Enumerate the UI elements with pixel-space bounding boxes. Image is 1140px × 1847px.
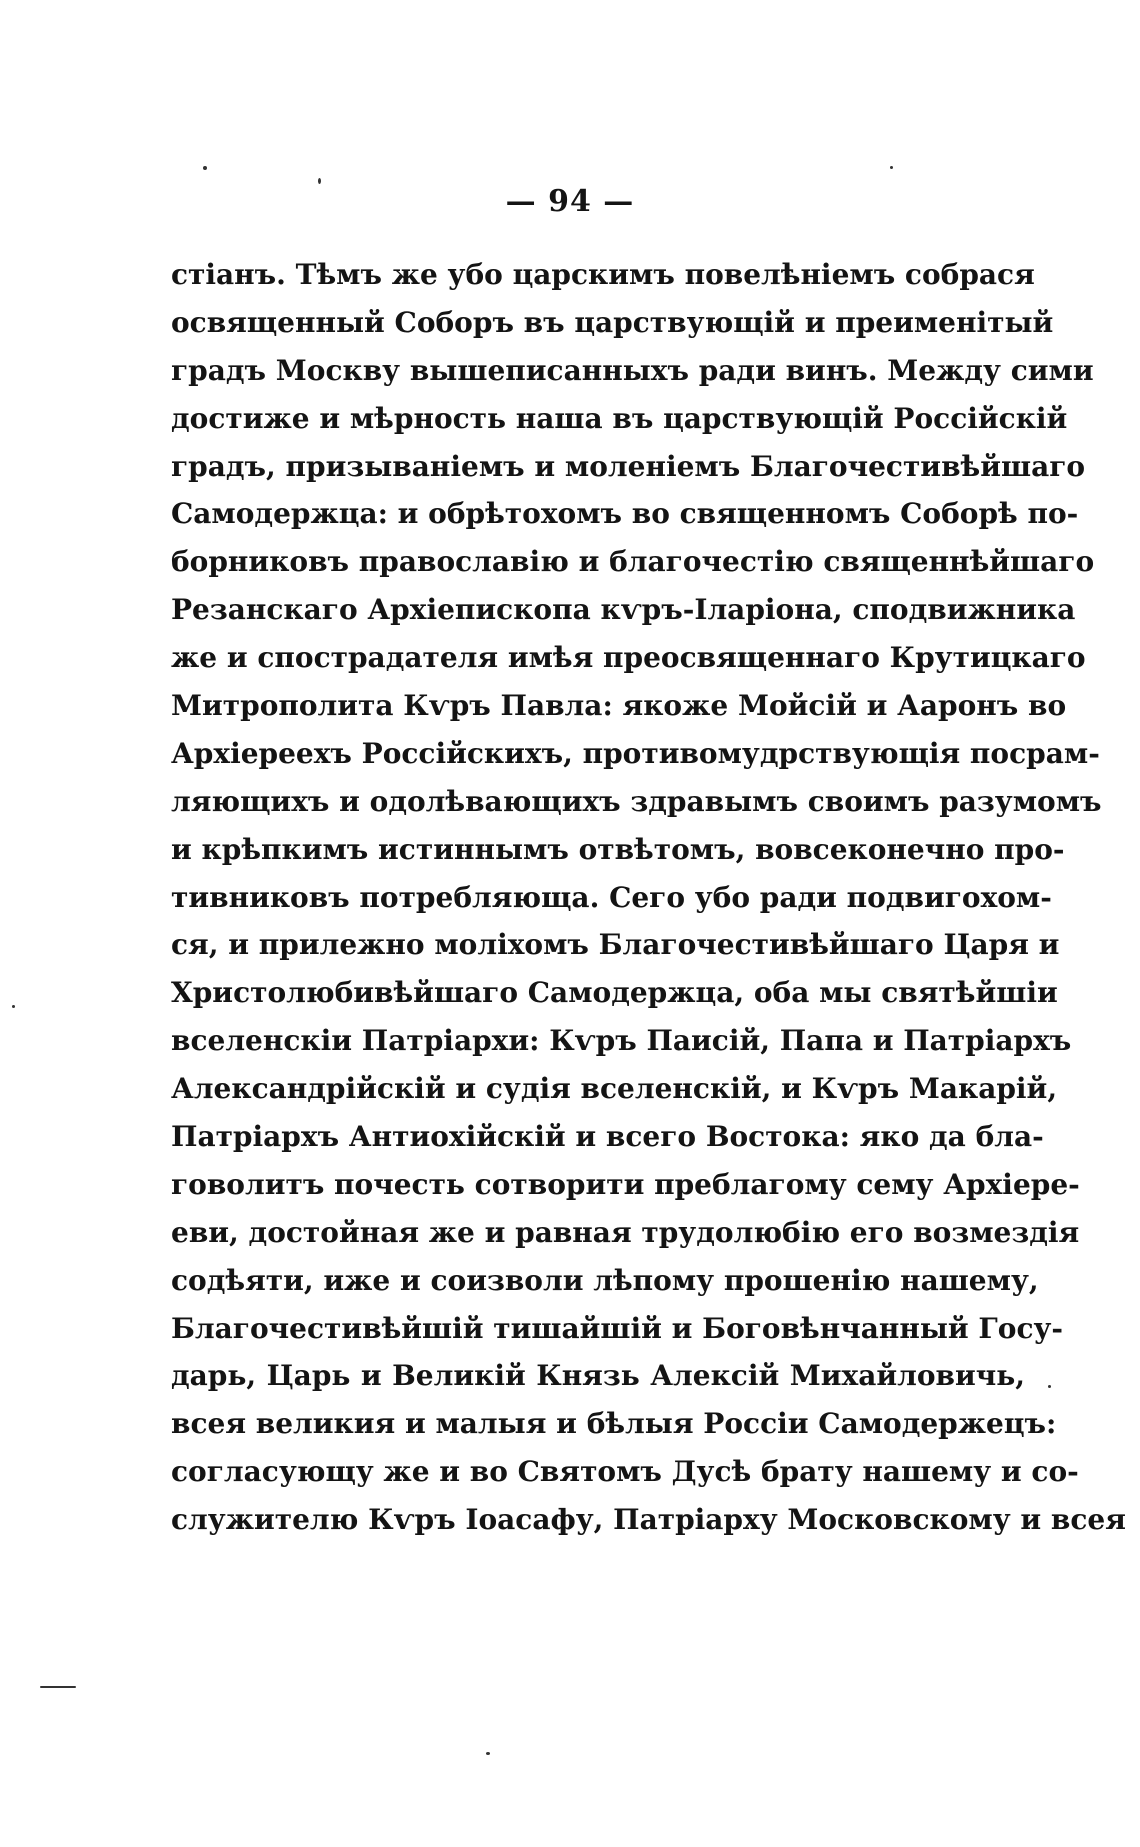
text-line: Благочестивѣйшій тишайшій и Боговѣнчанный Госу- <box>171 1311 1064 1345</box>
text-line: дарь, Царь и Великій Князь Алексій Михайловичь, <box>171 1359 1025 1393</box>
text-line: согласующу же и во Святомъ Дусѣ брату нашему и со- <box>171 1455 1079 1489</box>
text-line: ляющихъ и одолѣвающихъ здравымъ своимъ разумомъ <box>171 784 1102 818</box>
text-line: всея великия и малыя и бѣлыя Россіи Самодержецъ: <box>171 1407 1057 1441</box>
text-line: содѣяти, иже и соизволи лѣпому прошенію нашему, <box>171 1263 1039 1297</box>
scan-speck <box>203 166 207 170</box>
text-line: градъ Москву вышеписанныхъ ради винъ. Между сими <box>171 353 1094 387</box>
scan-speck <box>12 1005 15 1008</box>
text-line: Патріархъ Антиохійскій и всего Востока: яко да бла- <box>171 1120 1044 1154</box>
text-line: Христолюбивѣйшаго Самодержца, оба мы святѣйшіи <box>171 976 1058 1010</box>
text-line: ся, и прилежно моліхомъ Благочестивѣйшаго Царя и <box>171 928 1060 962</box>
text-line: Митрополита Кѵръ Павла: якоже Мойсій и Ааронъ во <box>171 689 1067 723</box>
text-line: борниковъ православію и благочестію священнѣйшаго <box>171 545 1095 579</box>
text-line: еви, достойная же и равная трудолюбію его возмездія <box>171 1215 1080 1249</box>
scan-speck <box>40 1686 76 1688</box>
text-line: вселенскіи Патріархи: Кѵръ Паисій, Папа и Патріархъ <box>171 1024 1072 1058</box>
text-line: освященный Соборъ въ царствующій и преименітый <box>171 305 1054 339</box>
text-line: говолитъ почесть сотворити преблагому сему Архіере- <box>171 1167 1080 1201</box>
text-line: и крѣпкимъ истиннымъ отвѣтомъ, вовсеконечно про- <box>171 832 1065 866</box>
page-number: — 94 — <box>505 184 635 219</box>
text-line: тивниковъ потребляюща. Сего убо ради подвигохом- <box>171 880 1052 914</box>
scan-speck <box>1048 1385 1051 1388</box>
text-line: служителю Кѵръ Іоасафу, Патріарху Московскому и всея <box>171 1503 1126 1537</box>
body-text <box>171 251 1126 1544</box>
text-line: Александрійскій и судія вселенскій, и Кѵръ Макарій, <box>171 1072 1058 1106</box>
text-line: достиже и мѣрность наша въ царствующій Россійскій <box>171 401 1068 435</box>
text-line: Архіереехъ Россійскихъ, противомудрствующія посрам- <box>171 736 1100 770</box>
text-line: же и спострадателя имѣя преосвященнаго Крутицкаго <box>171 641 1086 675</box>
text-line: Резанскаго Архіепископа кѵръ-Іларіона, сподвижника <box>171 593 1076 627</box>
scan-speck <box>890 166 893 169</box>
text-line: Самодержца: и обрѣтохомъ во священномъ Соборѣ по- <box>171 497 1079 531</box>
scan-speck <box>318 178 321 184</box>
scan-speck <box>486 1752 490 1755</box>
text-line: градъ, призываніемъ и моленіемъ Благочестивѣйшаго <box>171 449 1086 483</box>
text-line: стіанъ. Тѣмъ же убо царскимъ повелѣніемъ собрася <box>171 258 1035 291</box>
